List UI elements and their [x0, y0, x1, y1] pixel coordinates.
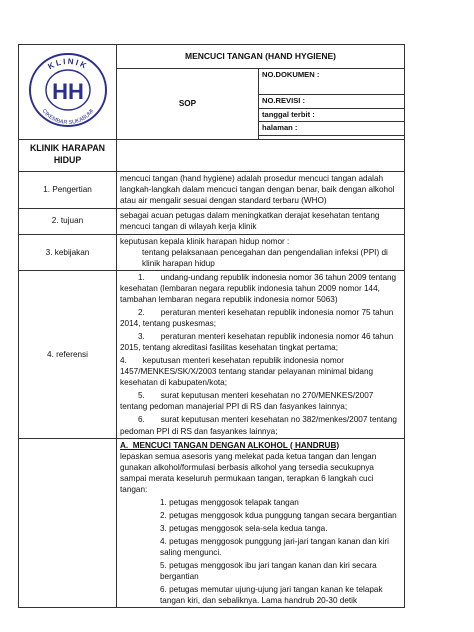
- logo-top-text: KLINIK: [45, 57, 90, 72]
- clinic-logo: [25, 50, 111, 130]
- sop-table: [18, 44, 405, 608]
- clinic-name-blank: [117, 139, 405, 171]
- procedure-step: 6. petugas memutar ujung-ujung jari tangan kanan ke telapak tangan kiri, dan sebaliknya. Lama handrub 20-30 detik: [160, 585, 383, 606]
- reference-item: 5. surat keputusan menteri kesehatan no 270/MENKES/2007 tentang pedoman manajerial PPI di RS dan fasyankes lainnya;: [120, 391, 374, 412]
- section-label-procedure: [19, 438, 117, 608]
- section-label-pengertian: 1. Pengertian: [19, 171, 117, 208]
- reference-item: 4. keputusan menteri kesehatan republik indonesia nomor 1457/MENKES/SK/X/2003 tentang standar pelayanan minimal bidang kesehatan di kabupaten/kota;: [120, 356, 374, 388]
- procedure-step: 3. petugas menggosok sela-sela kedua tanga.: [160, 524, 328, 533]
- revision-field: NO.REVISI :: [259, 95, 405, 109]
- section-text-referensi: [117, 270, 405, 438]
- section-text-kebijakan: [117, 234, 405, 270]
- svg-text:KLINIK: [46, 57, 89, 71]
- procedure-step: 5. petugas menggosok ibu jari tangan kanan dan kiri secara bergantian: [160, 561, 377, 582]
- logo-monogram: HH: [51, 79, 84, 105]
- clinic-name: KLINIK HARAPAN HIDUP: [19, 139, 117, 171]
- procedure-intro: lepaskan semua asesoris yang melekat pada ketua tangan dan lengan gunakan alkohol/formulasi berbasis alkohol yang tersedia secukupnya sampai merata keseluruh permukaan tangan, terapkan 6 langkah cuci tangan:: [120, 451, 377, 494]
- section-text-tujuan: sebagai acuan petugas dalam meningkatkan derajat kesehatan tentang mencuci tangan di wilayah kerja klinik: [117, 208, 405, 234]
- clinic-logo-cell: [19, 45, 117, 140]
- svg-text:CIKEMBAR SUKABUMI: [40, 108, 95, 126]
- section-text-procedure: [117, 438, 405, 608]
- kebijakan-line-1: keputusan kepala klinik harapan hidup nomor :: [120, 236, 290, 246]
- reference-item: 3. peraturan menteri kesehatan republik indonesia nomor 46 tahun 2015, tentang akreditasi fasilitas kesehatan tingkat pertama;: [120, 332, 394, 353]
- issue-date-field: tanggal terbit :: [259, 109, 405, 122]
- doc-number-field: NO.DOKUMEN :: [259, 69, 405, 95]
- section-label-referensi: 4. referensi: [19, 270, 117, 438]
- sop-label: SOP: [117, 69, 259, 140]
- sop-title: MENCUCI TANGAN (HAND HYGIENE): [117, 45, 405, 69]
- reference-item: 2. peraturan menteri kesehatan republik indonesia nomor 75 tahun 2014, tentang puskesmas;: [120, 307, 394, 328]
- section-label-kebijakan: 3. kebijakan: [19, 234, 117, 270]
- procedure-step: 4. petugas menggosok punggung jari-jari tangan kanan dan kiri saling mengunci.: [160, 537, 389, 558]
- reference-item: 6. surat keputusan menteri kesehatan no 382/menkes/2007 tentang pedoman PPI di RS dan fasyankes lainnya;: [120, 415, 397, 436]
- procedure-heading: A. MENCUCI TANGAN DENGAN ALKOHOL ( HANDRUB): [120, 440, 340, 450]
- page-field: halaman :: [259, 122, 405, 135]
- kebijakan-line-2: tentang pelaksanaan pencegahan dan pengendalian infeksi (PPI) di klinik harapan hidup: [142, 247, 388, 268]
- logo-bottom-text: CIKEMBAR SUKABUMI: [40, 108, 95, 127]
- procedure-step: 1. petugas menggosok telapak tangan: [160, 497, 299, 507]
- section-label-tujuan: 2. tujuan: [19, 208, 117, 234]
- section-text-pengertian: mencuci tangan (hand hygiene) adalah prosedur mencuci tangan adalah langkah-langkah dalam mencuci tangan dengan benar, baik dengan alkohol atau air mengalir sesuai dengan standard terbaru (WHO): [117, 171, 405, 208]
- procedure-step: 2. petugas menggosok kdua punggung tangan secara bergantian: [160, 510, 397, 520]
- reference-item: 1. undang-undang republik indonesia nomor 36 tahun 2009 tentang kesehatan (lembaran negara republik indonesia tahun 2009 nomor 144, tambahan lembaran negara republik indonesia nomor 5063): [120, 272, 397, 304]
